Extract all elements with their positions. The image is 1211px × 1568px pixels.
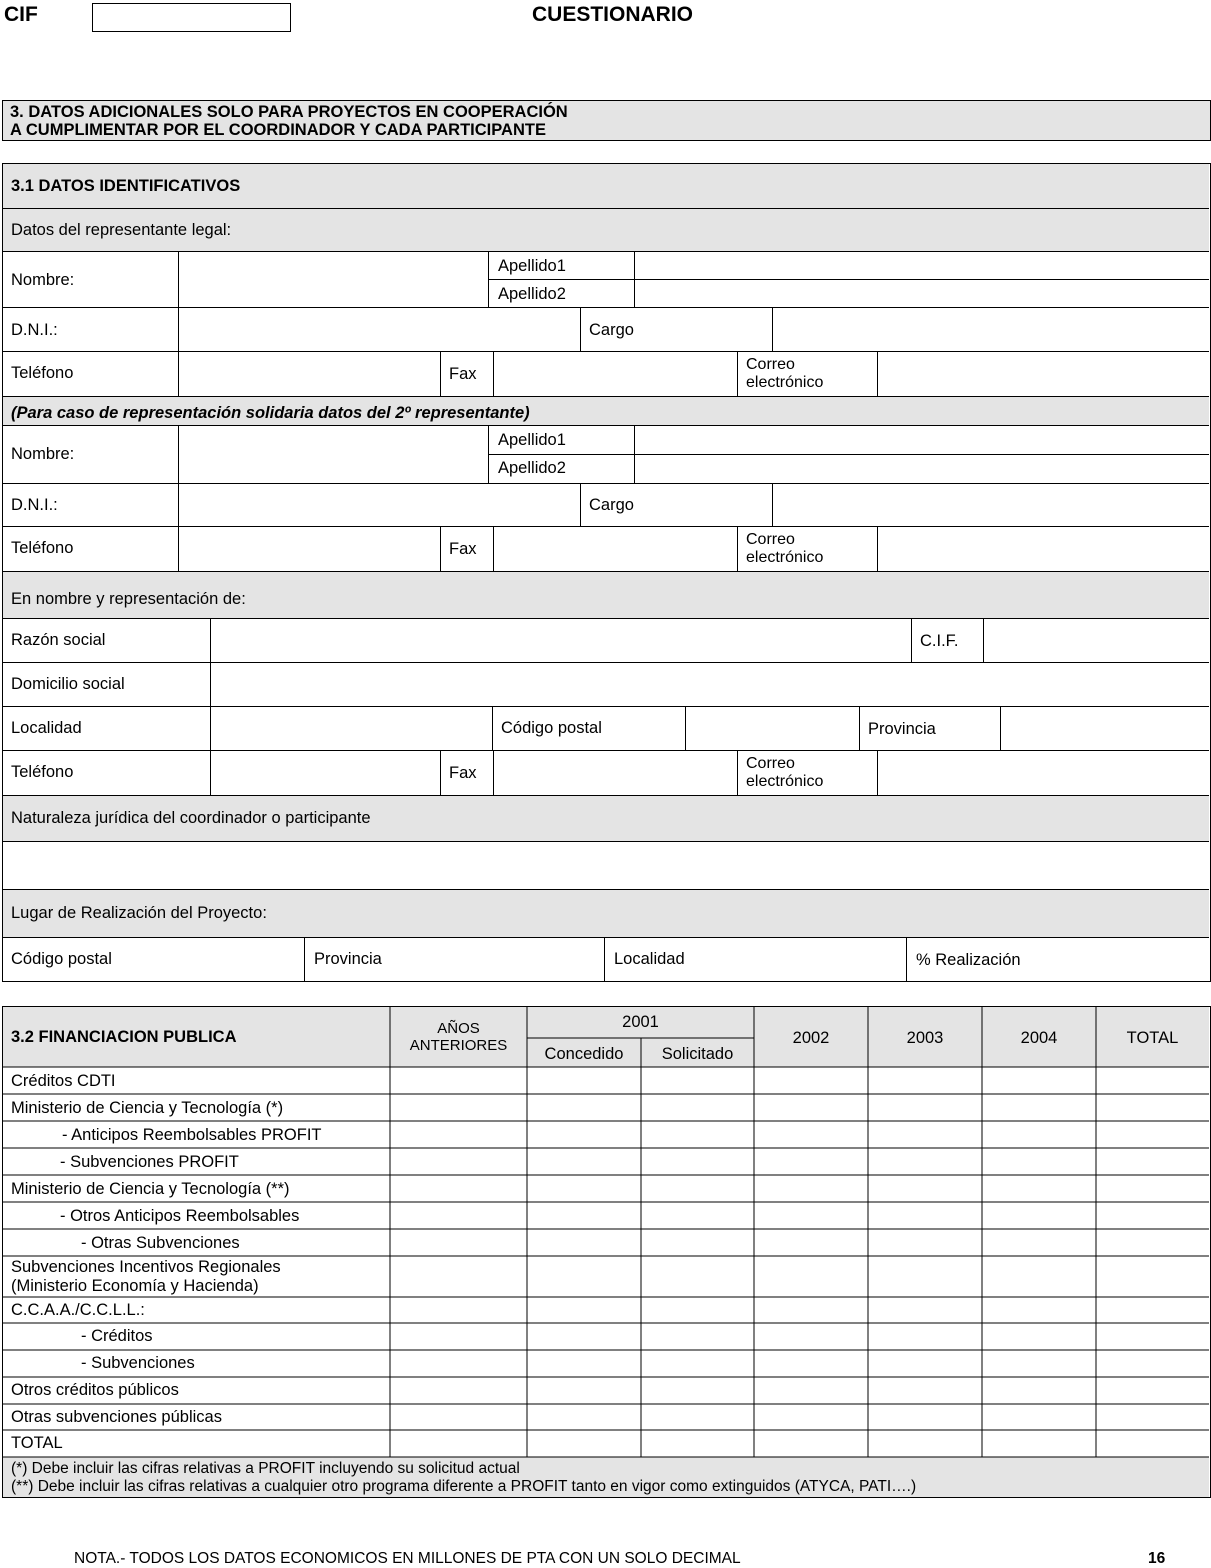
apellido2-label-2: Apellido2 [498, 459, 566, 477]
provincia-label: Provincia [868, 720, 936, 738]
codigo-postal-label: Código postal [501, 719, 602, 737]
nombre-label-2: Nombre: [11, 445, 75, 463]
en-nombre-header: En nombre y representación de: [11, 590, 246, 608]
localidad-label: Localidad [11, 719, 82, 737]
realizacion-label: % Realización [916, 951, 1021, 969]
fax-label-2: Fax [449, 540, 477, 558]
cif-label: CIF [4, 3, 38, 26]
correo-label-2b: electrónico [746, 549, 824, 566]
row-ccaa-subvenciones: - Subvenciones [81, 1354, 195, 1372]
cif-entity-label: C.I.F. [920, 632, 959, 650]
row-otros-creditos: Otros créditos públicos [11, 1381, 179, 1399]
apellido1-label-2: Apellido1 [498, 431, 566, 449]
row-mcyt-1: Ministerio de Ciencia y Tecnología (*) [11, 1099, 284, 1117]
lugar-codigo-postal-label: Código postal [11, 950, 112, 968]
lugar-provincia-label: Provincia [314, 950, 382, 968]
lugar-label: Lugar de Realización del Proyecto: [11, 904, 267, 922]
col-2004: 2004 [1020, 1029, 1058, 1047]
correo-label-3a: Correo [746, 755, 795, 772]
fax-label-3: Fax [449, 764, 477, 782]
row-ccaa: C.C.A.A./C.C.L.L.: [11, 1301, 145, 1319]
row-subvenciones-profit: - Subvenciones PROFIT [60, 1153, 239, 1171]
naturaleza-label: Naturaleza jurídica del coordinador o participante [11, 809, 371, 827]
fax-label: Fax [449, 365, 477, 383]
telefono-label: Teléfono [11, 364, 74, 382]
correo-label-3b: electrónico [746, 773, 824, 790]
col-2003: 2003 [906, 1029, 944, 1047]
rep2-header: (Para caso de representación solidaria datos del 2º representante) [11, 404, 530, 422]
telefono-label-3: Teléfono [11, 763, 74, 781]
col-anos-2: ANTERIORES [409, 1037, 508, 1054]
row-anticipos-profit: - Anticipos Reembolsables PROFIT [62, 1126, 322, 1144]
row-otros-anticipos: - Otros Anticipos Reembolsables [60, 1207, 300, 1225]
row-mcyt-2: Ministerio de Ciencia y Tecnología (**) [11, 1180, 290, 1198]
dni-label: D.N.I.: [11, 321, 58, 339]
col-anos-1: AÑOS [437, 1020, 480, 1037]
correo-label-1: Correo [746, 356, 795, 373]
cargo-label-2: Cargo [589, 496, 634, 514]
razon-social-label: Razón social [11, 631, 106, 649]
row-incentivos-2: (Ministerio Economía y Hacienda) [11, 1277, 259, 1295]
col-concedido: Concedido [544, 1045, 624, 1063]
apellido2-label: Apellido2 [498, 285, 566, 303]
note-2: (**) Debe incluir las cifras relativas a cualquier otro programa diferente a PROFIT tanto en vigor como extinguidos (ATYCA, PATI….) [11, 1478, 917, 1495]
telefono-label-2: Teléfono [11, 539, 74, 557]
col-2001: 2001 [622, 1013, 659, 1031]
page-title: CUESTIONARIO [532, 3, 694, 26]
row-incentivos-1: Subvenciones Incentivos Regionales [11, 1258, 281, 1276]
lugar-localidad-label: Localidad [614, 950, 685, 968]
dni-label-2: D.N.I.: [11, 496, 58, 514]
correo-label-2: electrónico [746, 374, 824, 391]
row-ccaa-creditos: - Créditos [81, 1327, 153, 1345]
nombre-label: Nombre: [11, 271, 75, 289]
row-creditos-cdti: Créditos CDTI [11, 1072, 116, 1090]
row-otras-subvenciones-publicas: Otras subvenciones públicas [11, 1408, 222, 1426]
page-number: 16 [1148, 1550, 1166, 1567]
note-1: (*) Debe incluir las cifras relativas a PROFIT incluyendo su solicitud actual [11, 1460, 520, 1477]
col-2002: 2002 [792, 1029, 830, 1047]
row-otras-subvenciones: - Otras Subvenciones [81, 1234, 240, 1252]
rep-legal-header: Datos del representante legal: [11, 221, 232, 239]
domicilio-label: Domicilio social [11, 675, 125, 693]
col-solicitado: Solicitado [661, 1045, 734, 1063]
section-3-2-title: 3.2 FINANCIACION PUBLICA [11, 1028, 237, 1046]
footer-nota: NOTA.- TODOS LOS DATOS ECONOMICOS EN MILLONES DE PTA CON UN SOLO DECIMAL [74, 1550, 741, 1567]
cargo-label: Cargo [589, 321, 634, 339]
row-total: TOTAL [11, 1434, 63, 1452]
section-3-line1: 3. DATOS ADICIONALES SOLO PARA PROYECTOS EN COOPERACIÓN [10, 103, 568, 121]
col-total: TOTAL [1126, 1029, 1179, 1047]
section-3-1-title: 3.1 DATOS IDENTIFICATIVOS [11, 177, 241, 195]
correo-label-2a: Correo [746, 531, 795, 548]
apellido1-label: Apellido1 [498, 257, 566, 275]
section-3-line2: A CUMPLIMENTAR POR EL COORDINADOR Y CADA PARTICIPANTE [10, 121, 546, 139]
